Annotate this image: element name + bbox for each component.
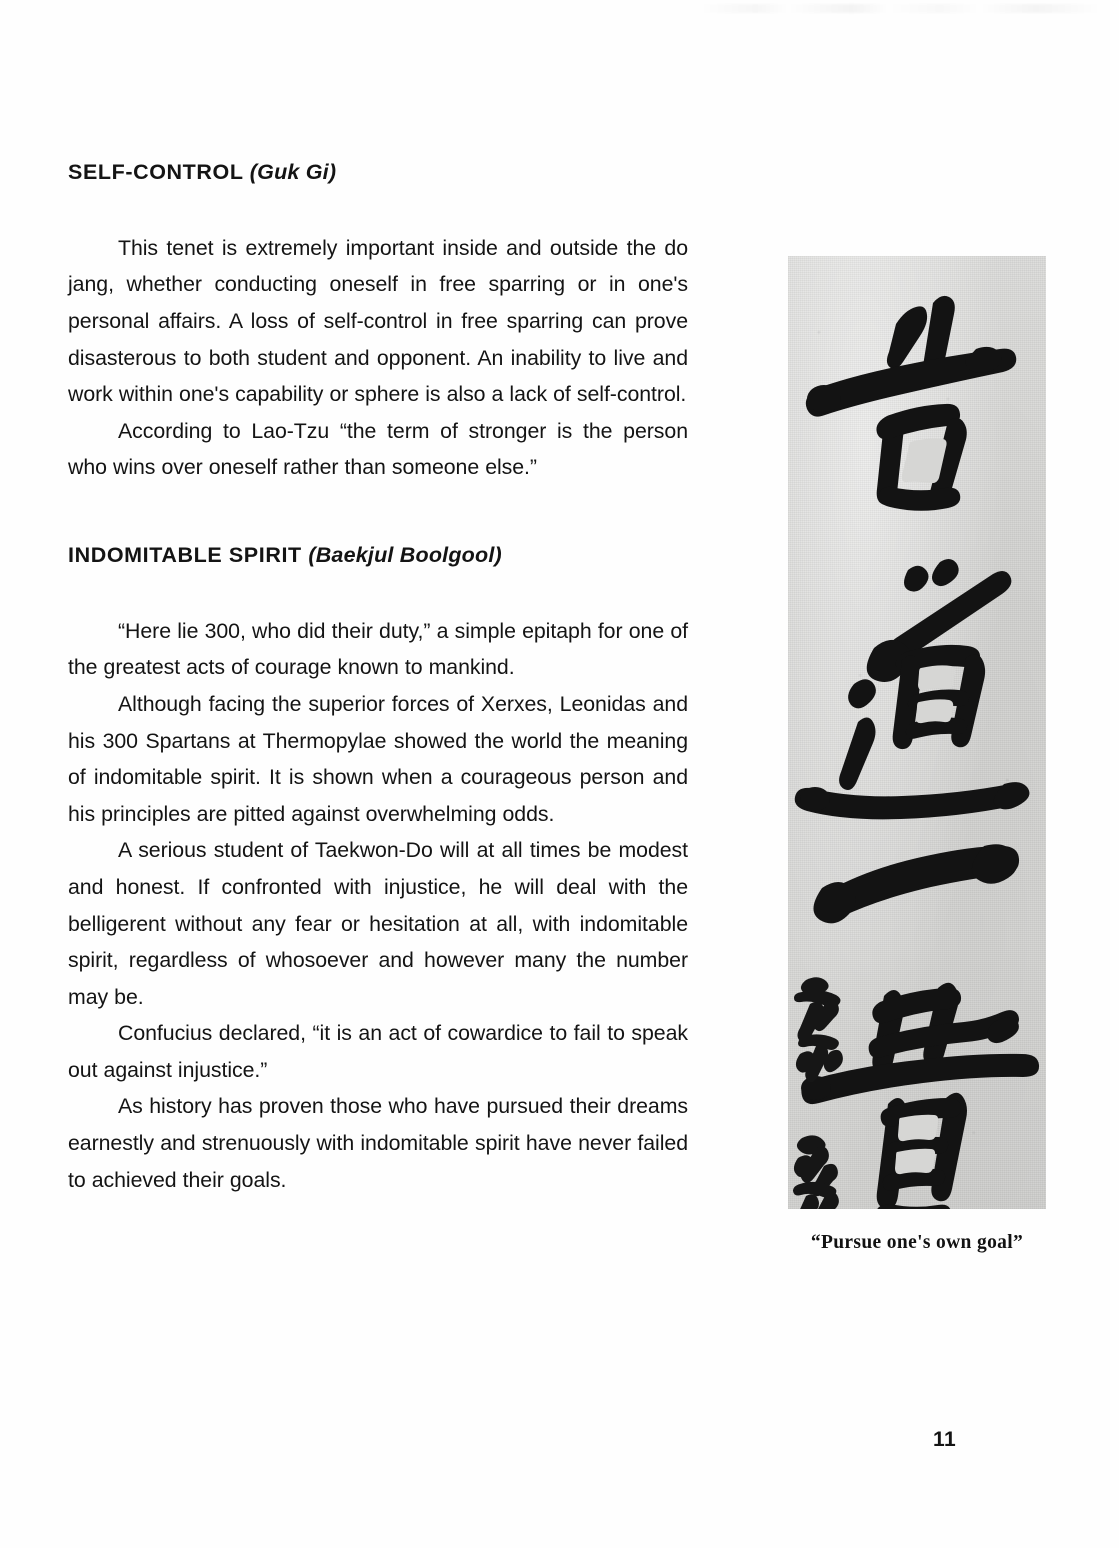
page-number: 11 <box>933 1428 957 1451</box>
glyph-yi <box>813 844 1019 923</box>
paragraph: This tenet is extremely important inside and outside the do jang, whether conducting oneself in free sparring or in one's personal affairs. A loss of self-control in free sparring can prove disasterous to both student and opponent. An inability to live and work within one's capability or sphere is also a lack of self-control. <box>68 235 688 407</box>
glyph-dao <box>795 559 1030 819</box>
paragraph: As history has proven those who have pursued their dreams earnestly and strenuously with indomitable spirit have never failed to achieved their goals. <box>68 1094 688 1192</box>
calligraphy-scroll-image <box>788 256 1046 1209</box>
text-column <box>68 160 688 1198</box>
heading-title: INDOMITABLE SPIRIT <box>68 542 302 567</box>
paragraph: “Here lie 300, who did their duty,” a simple epitaph for one of the greatest acts of courage known to mankind. <box>68 618 688 680</box>
section-heading-indomitable-spirit <box>68 543 688 569</box>
figure-caption: “Pursue one's own goal” <box>810 1232 1024 1253</box>
calligraphy-figure <box>788 256 1046 1254</box>
scan-artifact <box>700 4 1100 13</box>
section-heading-self-control <box>68 160 688 186</box>
paragraph: According to Lao-Tzu “the term of stronger is the person who wins over oneself rather than someone else.” <box>68 418 688 480</box>
paragraph: Although facing the superior forces of Xerxes, Leonidas and his 300 Spartans at Thermopylae showed the world the meaning of indomitable spirit. It is shown when a courageous person and his principles are pitted against overwhelming odds. <box>68 691 688 826</box>
spacer <box>68 569 688 613</box>
spacer <box>68 186 688 230</box>
paragraph: Confucius declared, “it is an act of cowardice to fail to speak out against injustice.” <box>68 1021 688 1082</box>
heading-romanization: (Baekjul Boolgool) <box>308 542 502 567</box>
spacer <box>68 486 688 543</box>
heading-romanization: (Guk Gi) <box>249 160 337 184</box>
heading-title: SELF-CONTROL <box>68 160 244 184</box>
glyph-wu <box>806 296 1016 511</box>
paragraph: A serious student of Taekwon-Do will at all times be modest and honest. If confronted with injustice, he will deal with the belligerent without any fear or hesitation at all, with indomitable spirit, regardless of whosoever and however many the number may be. <box>68 838 688 1009</box>
